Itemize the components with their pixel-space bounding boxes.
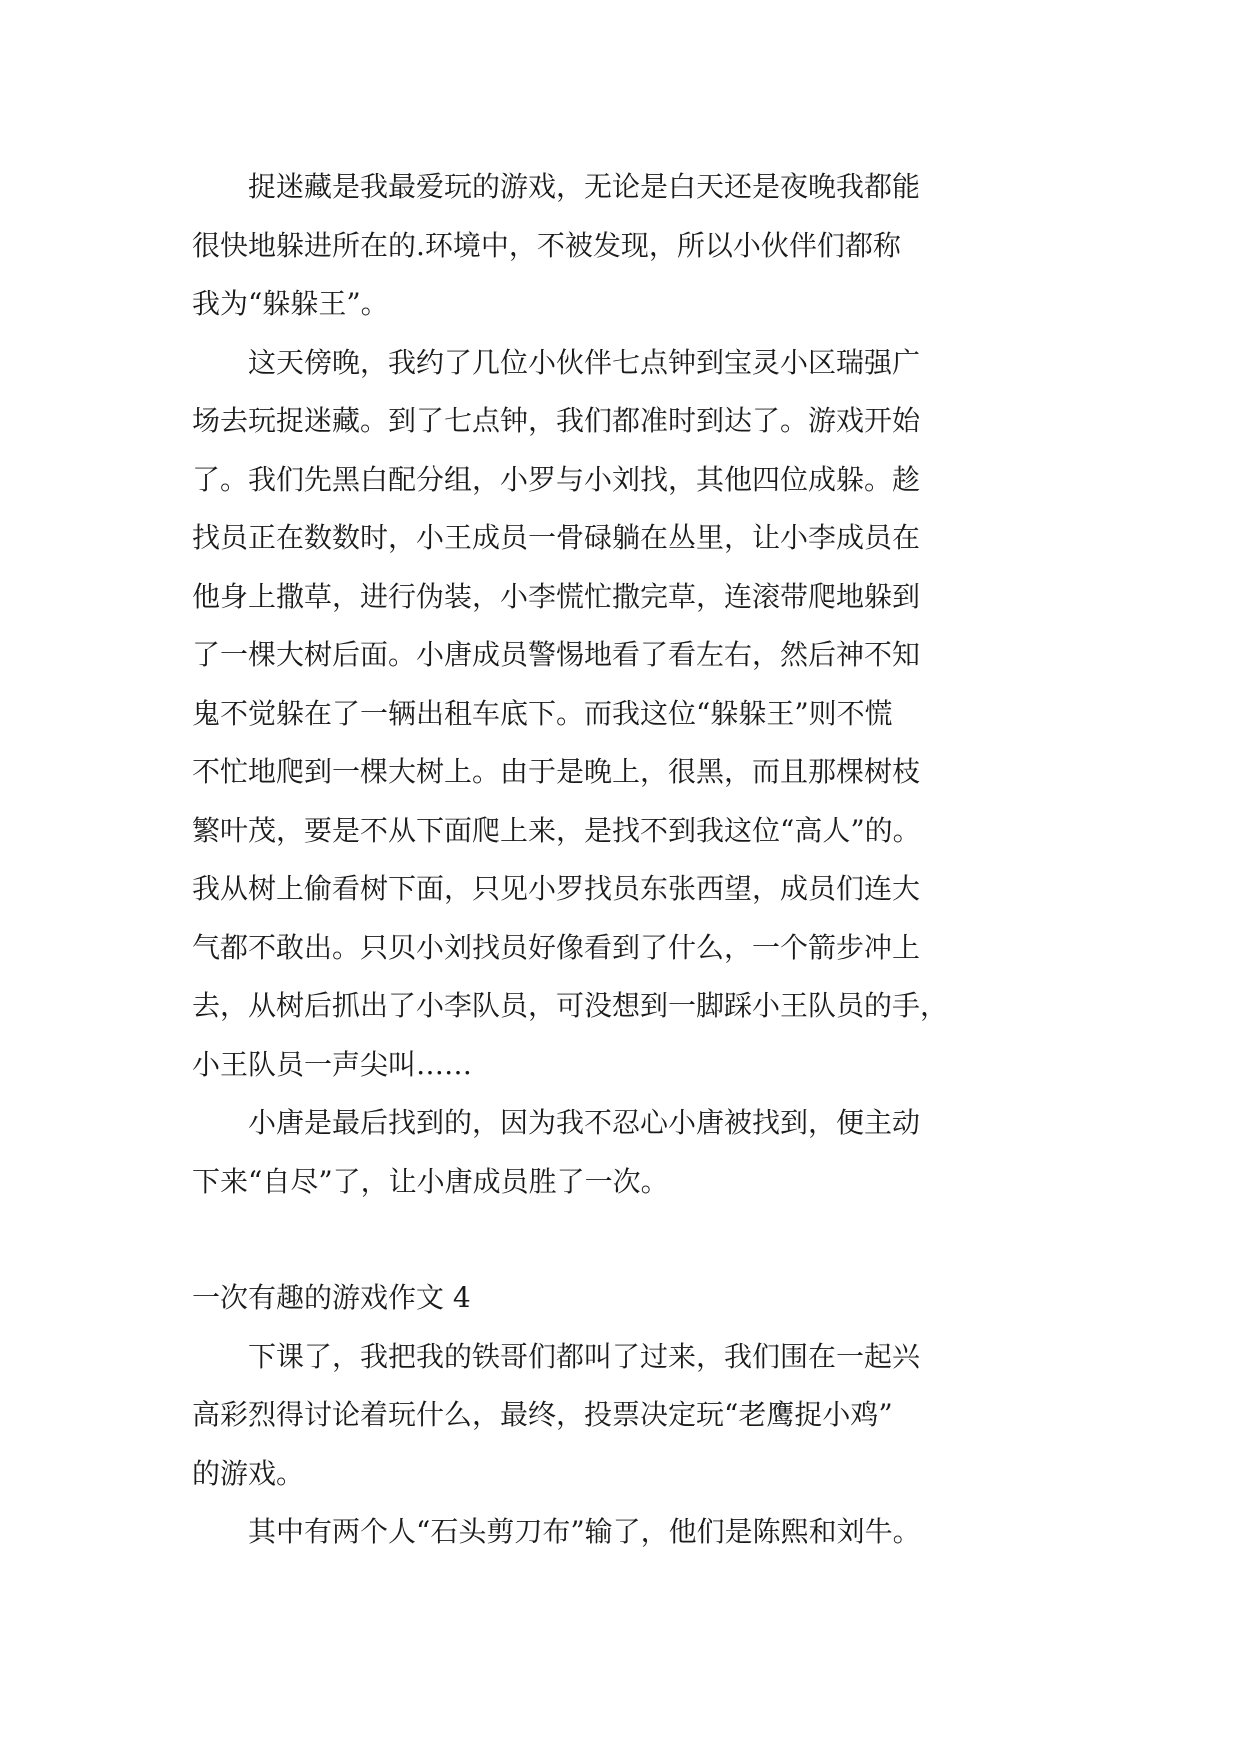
section-heading: 一次有趣的游戏作文 4 xyxy=(192,1281,471,1314)
paragraph: 捉迷藏是我最爱玩的游戏，无论是白天还是夜晚我都能 很快地躲进所在的.环境中，不被发现，所以小伙伴们都称 我为“躲躲王”。 xyxy=(192,170,921,320)
paragraph: 这天傍晚，我约了几位小伙伴七点钟到宝灵小区瑞强广 场去玩捉迷藏。到了七点钟，我们都准时到达了。游戏开始 了。我们先黑白配分组，小罗与小刘找，其他四位成躲。趁 找员正在数数时，小王成员一骨碌躺在丛里，让小李成员在 他身上撒草，进行伪装，小李慌忙撒完草，连滚带爬地躲到 了一棵大树后面。小唐成员警惕地看了看左右，然后神不知 鬼不觉躲在了一辆出租车底下。而我这位“躲躲王”则不慌 不忙地爬到一棵大树上。由于是晚上，很黑，而且那棵树枝 繁叶茂，要是不从下面爬上来，是找不到我这位“高人”的。 我从树上偷看树下面，只见小罗找员东张西望，成员们连大 气都不敢出。只贝小刘找员好像看到了什么，一个箭步冲上 去，从树后抓出了小李队员，可没想到一脚踩小王队员的手， 小王队员一声尖叫…… xyxy=(192,345,949,1081)
paragraph: 下课了，我把我的铁哥们都叫了过来，我们围在一起兴 高彩烈得讨论着玩什么，最终，投票决定玩“老鹰捉小鸡” 的游戏。 xyxy=(192,1339,921,1490)
paragraph: 小唐是最后找到的，因为我不忍心小唐被找到，便主动 下来“自尽”了，让小唐成员胜了一次。 xyxy=(192,1106,921,1198)
paragraph: 其中有两个人“石头剪刀布”输了，他们是陈熙和刘牛。 xyxy=(248,1515,921,1548)
document-body xyxy=(192,158,1052,1562)
